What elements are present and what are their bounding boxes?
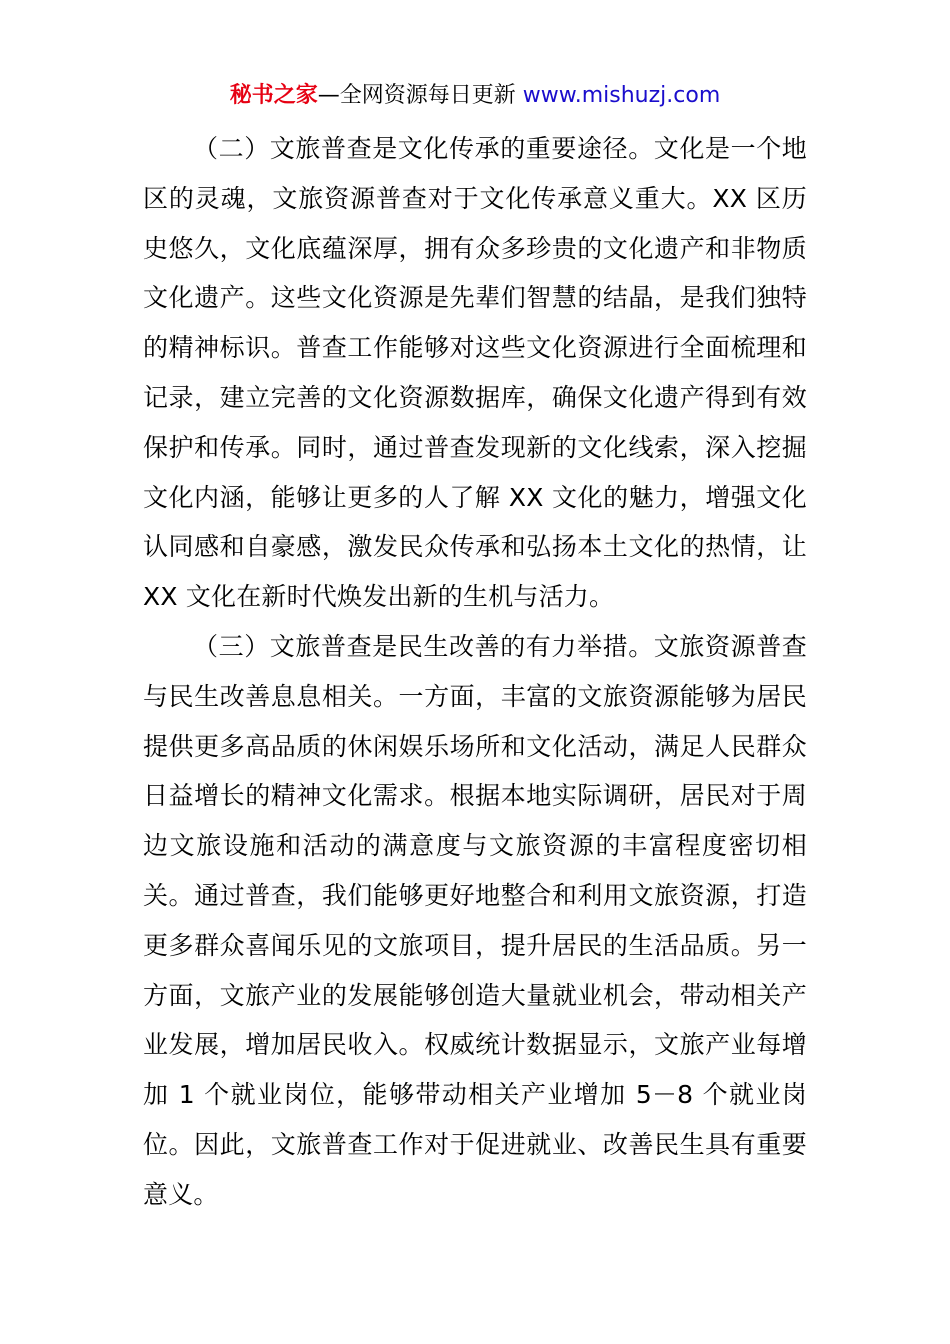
header-brand: 秘书之家 <box>229 83 318 108</box>
header-url-link[interactable]: www.mishuzj.com <box>522 83 721 108</box>
paragraph-cultural-heritage: （二）文旅普查是文化传承的重要途径。文化是一个地区的灵魂，文旅资源普查对于文化传承意义重大。XX 区历史悠久，文化底蕴深厚，拥有众多珍贵的文化遗产和非物质文化遗产。这些文化资源是先辈们智慧的结晶，是我们独特的精神标识。普查工作能够对这些文化资源进行全面梳理和记录，建立完善的文化资源数据库，确保文化遗产得到有效保护和传承。同时，通过普查发现新的文化线索，深入挖掘文化内涵，能够让更多的人了解 XX 文化的魅力，增强文化认同感和自豪感，激发民众传承和弘扬本土文化的热情，让 XX 文化在新时代焕发出新的生机与活力。 <box>143 134 807 612</box>
page-header <box>0 80 950 112</box>
paragraph-livelihood-improvement: （三）文旅普查是民生改善的有力举措。文旅资源普查与民生改善息息相关。一方面，丰富的文旅资源能够为居民提供更多高品质的休闲娱乐场所和文化活动，满足人民群众日益增长的精神文化需求。根据本地实际调研，居民对于周边文旅设施和活动的满意度与文旅资源的丰富程度密切相关。通过普查，我们能够更好地整合和利用文旅资源，打造更多群众喜闻乐见的文旅项目，提升居民的生活品质。另一方面，文旅产业的发展能够创造大量就业机会，带动相关产业发展，增加居民收入。权威统计数据显示，文旅产业每增加 1 个就业岗位，能够带动相关产业增加 5－8 个就业岗位。因此，文旅普查工作对于促进就业、改善民生具有重要意义。 <box>143 631 807 1209</box>
document-body <box>143 124 807 1220</box>
header-tagline: —全网资源每日更新 <box>317 83 523 108</box>
